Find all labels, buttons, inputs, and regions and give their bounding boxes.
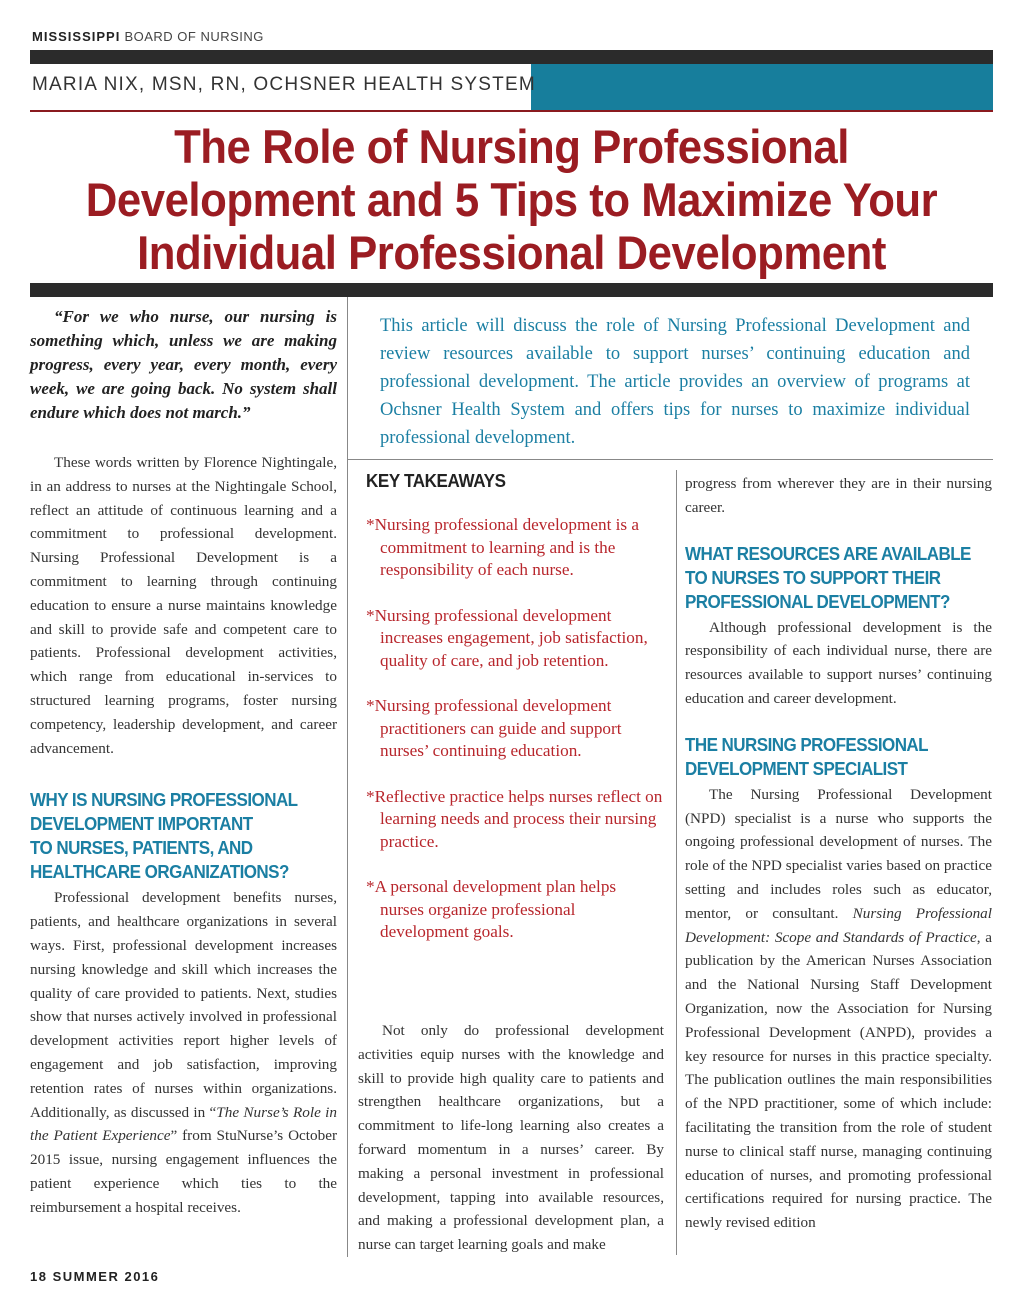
heading-line: DEVELOPMENT SPECIALIST [685,757,908,779]
text-run: ” from StuNurse’s October 2015 issue, nursing engagement influences the patient experience which ties to the reimbursement a hospital receives. [30,1127,337,1216]
author-rule [30,110,993,112]
takeaway-item: *Nursing professional development practitioners can guide and support nurses’ continuing education. [366,696,622,760]
top-dark-bar [30,50,993,64]
heading-resources [685,542,971,614]
text-run: The Nursing Professional Development (NPD) specialist is a nurse who supports the ongoing professional development of nurses. The role of the NPD specialist varies based on practice setting and includes roles such as educator, mentor, or consultant. [685,785,992,922]
col1-paragraph-2 [30,886,337,1219]
intro-divider [347,459,993,460]
heading-line: THE NURSING PROFESSIONAL [685,733,929,755]
title-rule [30,283,993,297]
column-1 [30,305,337,1220]
col2-paragraph: Not only do professional development activities equip nurses with the knowledge and skill to provide high quality care to patients and strengthen healthcare organizations, but a commitment to life-long learning also creates a forward momentum in a nurses’ career. By making a personal investment in professional development, tapping into available resources, and making a professional development plan, a nurse can target learning goals and make [358,1022,664,1254]
title-line-3: Individual Professional Development [137,226,886,279]
page-footer: 18 SUMMER 2016 [30,1269,160,1284]
col3-paragraph-1: Although professional development is the responsibility of each individual nurse, there are resources available to support nurses’ continuing education and career development. [685,618,992,707]
takeaway-item: *Nursing professional development increases engagement, job satisfaction, quality of care, and job retention. [366,605,648,670]
heading-line: WHAT RESOURCES ARE AVAILABLE [685,542,971,564]
title-line-2: Development and 5 Tips to Maximize Your [85,173,938,226]
heading-line: TO NURSES, PATIENTS, AND [30,837,253,859]
heading-line: WHY IS NURSING PROFESSIONAL [30,789,298,811]
title-line-1: The Role of Nursing Professional [174,120,849,173]
column-divider-1 [347,297,348,1257]
heading-line: HEALTHCARE ORGANIZATIONS? [30,861,289,883]
publication-title: Nursing Professional Development: Scope and Standards of Practice [685,904,992,946]
heading-line: DEVELOPMENT IMPORTANT [30,813,253,835]
column-3 [685,472,992,1235]
heading-line: PROFESSIONAL DEVELOPMENT? [685,590,950,612]
article-title [64,120,960,279]
col3-paragraph-0: progress from wherever they are in their nursing career. [685,475,992,516]
heading-why-important [30,788,312,884]
author-line: MARIA NIX, MSN, RN, OCHSNER HEALTH SYSTEM [32,74,536,95]
heading-line: TO NURSES TO SUPPORT THEIR [685,566,941,588]
col3-paragraph-2 [685,783,992,1235]
article-reference: The Nurse’s Role in the Patient Experience [30,1103,337,1145]
text-run: Professional development benefits nurses, patients, and healthcare organizations in several ways. First, professional development increases nursing knowledge and skill which increases the quality of care provided to patients. Next, studies show that nurses actively involved in professional development activities report higher levels of engagement and job satisfaction, improving retention rates of nurses within organizations. Additionally, as discussed in “ [30,889,337,1121]
nightingale-quote: “For we who nurse, our nursing is something which, unless we are making progress, every year, every month, every week, we are going back. No system shall endure which does not march.” [30,307,337,422]
key-takeaways [358,470,664,967]
takeaway-item: *Reflective practice helps nurses reflect on learning needs and process their nursing practice. [366,786,663,851]
text-run: , a publication by the American Nurses Association and the National Nursing Staff Development Organization, now the Association for Nursing Professional Development (ANPD), provides a key resource for nurses in this practice specialty. The publication outlines the main responsibilities of the NPD practitioner, some of which include: facilitating the transition from the role of student nurse to clinical staff nurse, managing continuing education of nurses, and promoting professional certifications required for nursing practice. The newly revised edition [685,928,992,1232]
top-blue-bar [531,64,993,110]
intro-summary: This article will discuss the role of Nursing Professional Development and review resources available to support nurses’ continuing education and professional development. The article provides an overview of programs at Ochsner Health System and offers tips for nurses to maximize individual professional development. [380,316,970,448]
heading-npd-specialist [685,733,967,781]
col1-paragraph-1: These words written by Florence Nightingale, in an address to nurses at the Nightingale School, reflect an attitude of continuous learning and a commitment to professional development. Nursing Professional Development is a commitment to learning through continuing education to ensure a nurse maintains knowledge and skill to provide safe and competent care to patients. Professional development activities, which range from educational in-services to structured learning programs, foster nursing competency, leadership development, and career advancement. [30,454,337,757]
column-2-body [358,1019,664,1257]
takeaway-item: *A personal development plan helps nurses organize professional development goals. [366,877,617,941]
column-divider-2 [676,470,677,1255]
masthead-state: MISSISSIPPI [32,29,121,44]
takeaway-item: *Nursing professional development is a commitment to learning and is the responsibility of each nurse. [366,515,640,579]
masthead-board: BOARD OF NURSING [124,29,264,44]
masthead [32,29,264,44]
key-takeaways-heading: KEY TAKEAWAYS [366,470,506,491]
